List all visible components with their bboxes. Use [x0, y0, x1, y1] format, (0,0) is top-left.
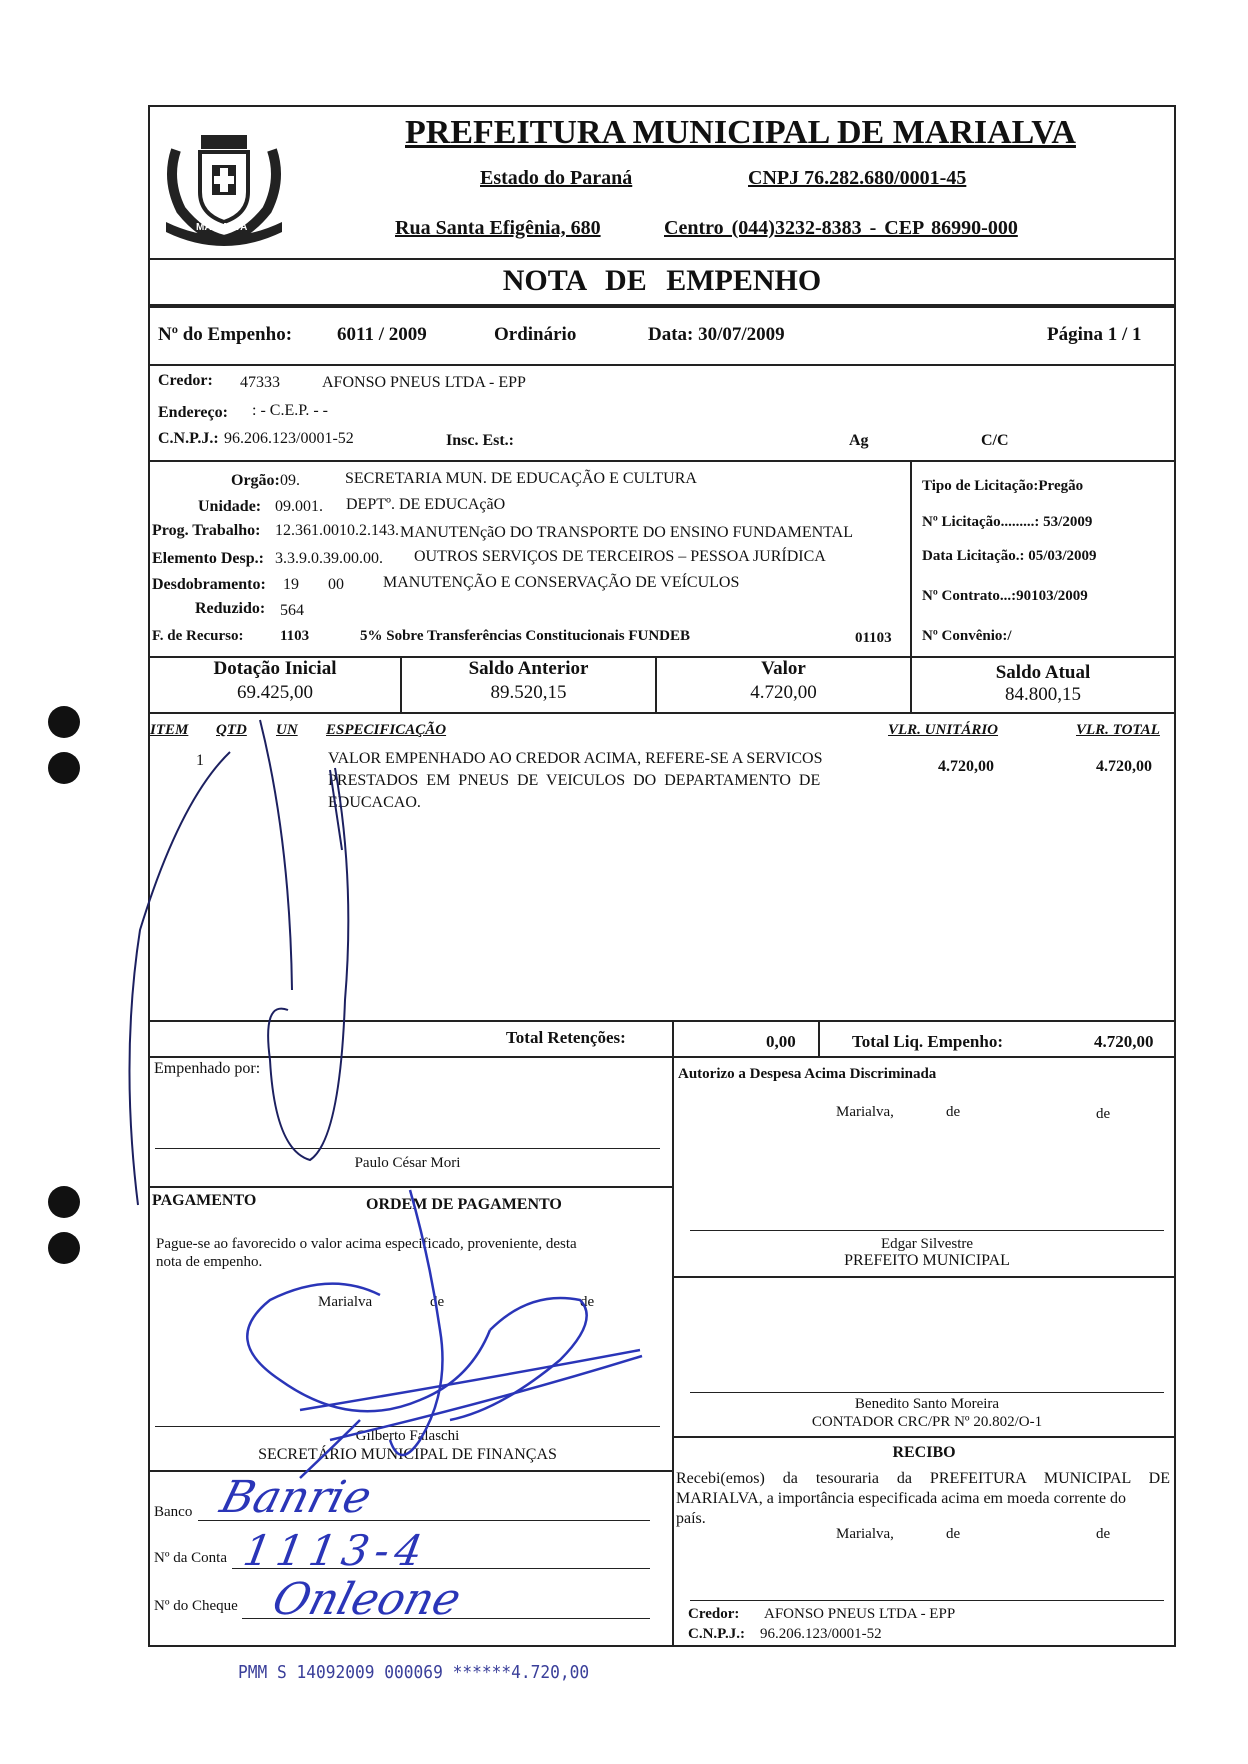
ag-label: Ag [849, 432, 869, 449]
col-vlr-unit: VLR. UNITÁRIO [888, 722, 999, 738]
saldo-anterior-value: 89.520,15 [490, 682, 567, 703]
licitacao-contrato: Nº Contrato...:90103/2009 [922, 588, 1088, 604]
recibo-cnpj-label: C.N.P.J.: [688, 1626, 745, 1642]
header-street: Rua Santa Efigênia, 680 [395, 217, 601, 239]
secretario-name: Gilberto Falaschi [355, 1428, 460, 1444]
item-spec-line: EDUCACAO. [328, 794, 421, 811]
recibo-credor-value: AFONSO PNEUS LTDA - EPP [764, 1606, 956, 1622]
col-un: UN [276, 722, 298, 738]
empenho-number: 6011 / 2009 [337, 324, 427, 345]
elem-name: OUTROS SERVIÇOS DE TERCEIROS – PESSOA JURÍDICA [414, 548, 826, 565]
cc-label: C/C [981, 432, 1009, 449]
liq-value: 4.720,00 [1094, 1032, 1154, 1051]
document-title: NOTA DE EMPENHO [502, 264, 822, 297]
licitacao-numero: Nº Licitação.........: 53/2009 [922, 514, 1093, 530]
prog-label: Prog. Trabalho: [152, 522, 261, 539]
empenho-date: Data: 30/07/2009 [648, 324, 785, 345]
pagamento-de: de [580, 1294, 595, 1310]
desdob-name: MANUTENÇÃO E CONSERVAÇÃO DE VEÍCULOS [383, 574, 740, 591]
reduzido-value: 564 [280, 602, 304, 619]
unidade-label: Unidade: [198, 498, 262, 515]
pagamento-text: Pague-se ao favorecido o valor acima especificado, proveniente, desta [156, 1236, 577, 1252]
pagamento-place: Marialva [318, 1294, 373, 1310]
conta-label: Nº da Conta [154, 1550, 227, 1566]
item-number: 1 [196, 752, 204, 769]
saldo-anterior-label: Saldo Anterior [468, 658, 589, 679]
crest-ribbon-text: MARIALVA [196, 222, 248, 233]
contador-title: CONTADOR CRC/PR Nº 20.802/O-1 [811, 1414, 1043, 1430]
ordem-pagamento: ORDEM DE PAGAMENTO [366, 1196, 562, 1213]
recurso-code: 1103 [280, 628, 310, 644]
recibo-text: MARIALVA, a importância especificada acima em moeda corrente do [676, 1490, 1127, 1507]
licitacao-convenio: Nº Convênio:/ [922, 628, 1012, 644]
autorizo-de: de [1096, 1106, 1111, 1122]
recibo-de: de [1096, 1526, 1111, 1542]
prefeito-title: PREFEITO MUNICIPAL [844, 1252, 1010, 1269]
insc-label: Insc. Est.: [446, 432, 515, 449]
recibo-title: RECIBO [892, 1444, 956, 1461]
mechanical-stamp: PMM S 14092009 000069 ******4.720,00 [238, 1662, 590, 1683]
empenho-type: Ordinário [494, 324, 577, 345]
cheque-label: Nº do Cheque [154, 1598, 238, 1614]
empenhado-label: Empenhado por: [154, 1060, 261, 1077]
saldo-atual-label: Saldo Atual [995, 662, 1091, 683]
recibo-cnpj-value: 96.206.123/0001-52 [760, 1626, 882, 1642]
autorizo-label: Autorizo a Despesa Acima Discriminada [678, 1066, 937, 1082]
prefeito-name: Edgar Silvestre [880, 1236, 974, 1252]
saldo-atual-value: 84.800,15 [1005, 684, 1081, 705]
cheque-handwritten: Onleone [267, 1574, 467, 1625]
pagamento-text: nota de empenho. [156, 1254, 263, 1270]
contador-name: Benedito Santo Moreira [854, 1396, 1000, 1412]
conta-handwritten: 1113-4 [239, 1526, 433, 1575]
address-value: : - C.E.P. - - [252, 402, 328, 419]
item-spec-line: PRESTADOS EM PNEUS DE VEICULOS DO DEPARTAMENTO DE [328, 772, 821, 789]
col-item: ITEM [150, 722, 189, 738]
empenhado-name: Paulo César Mori [354, 1155, 461, 1171]
autorizo-de: de [946, 1104, 961, 1120]
unidade-code: 09.001. [275, 498, 323, 515]
item-spec-line: VALOR EMPENHADO AO CREDOR ACIMA, REFERE-SE A SERVICOS [328, 750, 823, 767]
banco-label: Banco [154, 1504, 193, 1520]
recurso-label: F. de Recurso: [152, 628, 244, 644]
prog-name: MANUTENçãO DO TRANSPORTE DO ENSINO FUNDAMENTAL [400, 524, 853, 541]
address-label: Endereço: [158, 404, 228, 421]
orgao-name: SECRETARIA MUN. DE EDUCAÇÃO E CULTURA [345, 470, 697, 487]
recibo-text: Recebi(emos) da tesouraria da PREFEITURA MUNICIPAL DE [676, 1470, 1170, 1487]
recibo-place: Marialva, [836, 1526, 894, 1542]
col-vlr-total: VLR. TOTAL [1076, 722, 1160, 738]
col-qtd: QTD [216, 722, 247, 738]
orgao-label: Orgão: [231, 472, 280, 489]
secretario-title: SECRETÁRIO MUNICIPAL DE FINANÇAS [258, 1446, 557, 1463]
header-state: Estado do Paraná [480, 167, 633, 189]
valor-value: 4.720,00 [750, 682, 817, 703]
recurso-ref: 01103 [855, 630, 892, 646]
prog-code: 12.361.0010.2.143. [275, 522, 399, 539]
empenho-page: Página 1 / 1 [1047, 324, 1142, 345]
recibo-credor-label: Credor: [688, 1606, 740, 1622]
item-vlr-total: 4.720,00 [1096, 758, 1152, 775]
credor-label: Credor: [158, 372, 213, 389]
autorizo-place: Marialva, [836, 1104, 894, 1120]
recurso-name: 5% Sobre Transferências Constitucionais FUNDEB [360, 628, 691, 644]
liq-label: Total Liq. Empenho: [852, 1032, 1003, 1051]
credor-code: 47333 [240, 374, 280, 391]
item-vlr-unit: 4.720,00 [938, 758, 994, 775]
retencoes-label: Total Retenções: [506, 1028, 626, 1047]
header-cnpj: CNPJ 76.282.680/0001-45 [748, 167, 967, 189]
recibo-de: de [946, 1526, 961, 1542]
saldo-dotacao-label: Dotação Inicial [213, 658, 337, 679]
desdob-b: 00 [328, 576, 344, 593]
pagamento-de: de [430, 1294, 445, 1310]
licitacao-tipo: Tipo de Licitação:Pregão [922, 478, 1084, 494]
credor-name: AFONSO PNEUS LTDA - EPP [322, 374, 526, 391]
retencoes-value: 0,00 [766, 1032, 796, 1051]
pagamento-title: PAGAMENTO [152, 1192, 257, 1209]
elem-label: Elemento Desp.: [152, 550, 264, 567]
header-address: Centro (044)3232-8383 - CEP 86990-000 [664, 217, 1018, 239]
empenho-label: Nº do Empenho: [158, 324, 293, 345]
licitacao-data: Data Licitação.: 05/03/2009 [922, 548, 1097, 564]
cnpj-value: 96.206.123/0001-52 [224, 430, 354, 447]
banco-handwritten: Banrie [215, 1472, 377, 1523]
unidade-name: DEPTº. DE EDUCAçãO [346, 496, 506, 513]
recibo-text: país. [676, 1510, 706, 1527]
orgao-code: 09. [280, 472, 300, 489]
desdob-label: Desdobramento: [152, 576, 266, 593]
col-espec: ESPECIFICAÇÃO [326, 722, 447, 738]
reduzido-label: Reduzido: [195, 600, 266, 617]
elem-code: 3.3.9.0.39.00.00. [275, 550, 383, 567]
cnpj-label: C.N.P.J.: [158, 430, 219, 447]
page-title: PREFEITURA MUNICIPAL DE MARIALVA [405, 114, 1076, 151]
desdob-a: 19 [283, 576, 299, 593]
saldo-dotacao-value: 69.425,00 [237, 682, 313, 703]
valor-label: Valor [761, 658, 806, 679]
